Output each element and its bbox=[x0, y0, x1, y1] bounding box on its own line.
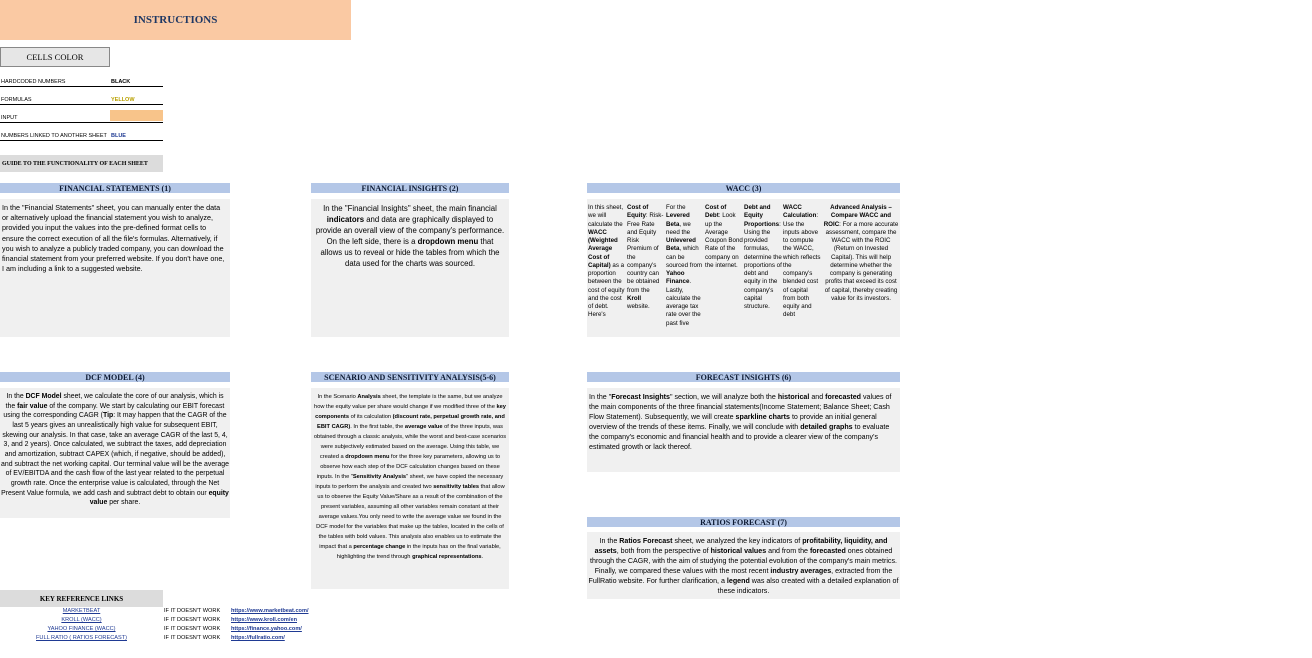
wacc-column-advanced: Advanced Analysis – Compare WACC and ROIC: For a more accurate assessment, compare the WACC with the ROIC (Return on Invested Capital). This will help determine whether the company is generating profits that exceed its cost of capital, thereby creating value for its investors. bbox=[823, 204, 899, 302]
wacc-column: For the Levered Beta, we need the Unlevered Beta, which can be sourced from Yahoo Finance. Lastly, calculate the average tax rate over the past five bbox=[666, 204, 703, 327]
fallback-note: IF IT DOESN'T WORK bbox=[164, 608, 221, 614]
wacc-column: WACC Calculation: Use the inputs above to compute the WACC, which reflects the company's blended cost of capital from both equity and debt bbox=[783, 204, 821, 319]
legend-row-linked bbox=[0, 128, 163, 141]
section-body-financial-insights bbox=[311, 199, 509, 337]
financial-statements-text: In the "Financial Statements" sheet, you can manually enter the data or alternatively upload the financial statement you wish to analyze, provided you input the values into the pre-defined format cells to ensure the correct execution of all the file's formulas. Alternatively, if you wish to analyze a publicly traded company, you can download the financial statement from your preferred website. If you don't have one, I am including a link to a suggested website. bbox=[2, 203, 225, 274]
marketbeat-url-link[interactable]: https://www.marketbeat.com/ bbox=[231, 608, 309, 614]
link-row-marketbeat bbox=[0, 608, 330, 617]
yahoo-finance-url-link[interactable]: https://finance.yahoo.com/ bbox=[231, 626, 302, 632]
legend-label: HARDCODED NUMBERS bbox=[1, 79, 66, 85]
yahoo-finance-link[interactable]: YAHOO FINANCE (WACC) bbox=[47, 626, 116, 632]
wacc-column: In this sheet, we will calculate the WACC (Weighted Average Cost of Capital) as a proportion between the cost of equity and the cost of debt. Here's bbox=[588, 204, 625, 319]
section-body-dcf-model: In the DCF Model sheet, we calculate the core of our analysis, which is the fair value of the company. We start by calculating our EBIT forecast using the corresponding CAGR (Tip: It may happen that the CAGR of the last 5 years gives an unrealistically high value for subsequent EBIT, skewing our analysis. In that case, take an average CAGR of the last 5, 4, 3, and 2 years). Once calculated, we subtract the taxes, add depreciation and amortization, subtract CAPEX (which, if negative, should be added), and subtract the net working capital. Our terminal value will be the average of EV/EBITDA and the cash flow of the last year related to the perpetual growth rate. Once the enterprise value is calculated, through the Net Present Value formula, we add cash and subtract debt to obtain our equity value per share. bbox=[0, 388, 230, 518]
section-body-ratios-forecast: In the Ratios Forecast sheet, we analyzed the key indicators of profitability, liquidity, and assets, both from the perspective of historical values and from the forecasted ones obtained through the CAGR, with the aim of studying the potential evolution of the company's main metrics. Finally, we compared these values with the most recent industry averages, extracted from the FullRatio website. For further clarification, a legend was also created with a detailed explanation of these indicators. bbox=[587, 532, 900, 599]
section-title-financial-insights: FINANCIAL INSIGHTS (2) bbox=[311, 183, 509, 193]
financial-insights-bold-1: indicators bbox=[326, 215, 365, 225]
section-title-ratios-forecast: RATIOS FORECAST (7) bbox=[587, 517, 900, 527]
section-title-financial-statements: FINANCIAL STATEMENTS (1) bbox=[0, 183, 230, 193]
link-row-kroll bbox=[0, 617, 330, 626]
legend-label: NUMBERS LINKED TO ANOTHER SHEET bbox=[1, 133, 107, 139]
financial-insights-text-1: In the "Financial Insights" sheet, the main financial bbox=[323, 204, 497, 213]
section-title-scenario-sensitivity: SCENARIO AND SENSITIVITY ANALYSIS(5-6) bbox=[311, 372, 509, 382]
section-body-scenario-sensitivity: In the Scenario Analysis sheet, the template is the same, but we analyze how the equity value per share would change if we modified three of the key components of its calculation (discount rate, perpetual growth rate, and EBIT CAGR). In the first table, the average value of the three inputs, was obtained through a classic analysis, while the worst and best-case scenarios were subjectively estimated based on the average. Using this table, we created a dropdown menu for the three key parameters, allowing us to observe how each step of the DCF calculation changes based on these inputs. In the "Sensitivity Analysis" sheet, we have copied the necessary inputs to perform the analysis and created two sensitivity tables that allow us to observe the Equity Value/Share as a result of the combination of the present variables, assuming all other variables remain constant at their average values.You only need to write the average value we found in the DCF model for the variables that make up the tables, located in the cells of the tables with bold values. This analysis also enables us to estimate the impact that a percentage change in the inputs has on the final variable, highlighting the trend through graphical representations. bbox=[311, 388, 509, 589]
legend-value: BLACK bbox=[111, 79, 131, 85]
input-color-swatch bbox=[110, 110, 163, 121]
kroll-url-link[interactable]: https://www.kroll.com/en bbox=[231, 617, 297, 623]
section-body-financial-statements bbox=[0, 199, 230, 337]
kroll-link[interactable]: KROLL (WACC) bbox=[61, 617, 102, 623]
wacc-column: Cost of Debt: Look up the Average Coupon Bond Rate of the company on the internet. bbox=[705, 204, 743, 269]
legend-label: INPUT bbox=[1, 115, 18, 121]
page-title: INSTRUCTIONS bbox=[0, 0, 351, 40]
financial-insights-text-3: that allows us to reveal or hide the tables from which the data used for the charts was sourced. bbox=[320, 237, 500, 269]
cells-color-heading: CELLS COLOR bbox=[0, 47, 110, 67]
link-row-yahoo bbox=[0, 626, 330, 635]
financial-insights-text-2: and data are graphically displayed to provide an overall view of the company's performance. On the left side, there is a bbox=[315, 215, 505, 247]
guide-heading: GUIDE TO THE FUNCTIONALITY OF EACH SHEET bbox=[0, 155, 163, 172]
key-links-heading: KEY REFERENCE LINKS bbox=[0, 590, 163, 607]
section-body-wacc bbox=[587, 199, 900, 337]
fallback-note: IF IT DOESN'T WORK bbox=[164, 635, 221, 641]
section-title-dcf-model: DCF MODEL (4) bbox=[0, 372, 230, 382]
full-ratio-link[interactable]: FULL RATIO ( RATIOS FORECAST) bbox=[36, 635, 127, 641]
legend-row-formulas bbox=[0, 92, 163, 105]
legend-label: FORMULAS bbox=[1, 97, 32, 103]
financial-insights-bold-2: dropdown menu bbox=[417, 237, 479, 247]
legend-row-input bbox=[0, 110, 163, 123]
legend-value: YELLOW bbox=[111, 97, 135, 103]
legend-value: BLUE bbox=[111, 133, 126, 139]
section-body-forecast-insights: In the "Forecast Insights" section, we will analyze both the historical and forecasted values of the main components of the three financial statements(Income Statement; Balance Sheet; Cash Flow Statement). Subsequently, we will create sparkline charts to provide an initial general overview of the trends of these items. Finally, we will conclude with detailed graphs to evaluate the company's economic and financial health and to provide a clearer view of the company's estimated growth or lack thereof. bbox=[587, 388, 900, 472]
fallback-note: IF IT DOESN'T WORK bbox=[164, 617, 221, 623]
wacc-column: Debt and Equity Proportions: Using the provided formulas, determine the proportions of debt and equity in the company's capital structure. bbox=[744, 204, 782, 310]
link-row-fullratio bbox=[0, 635, 330, 644]
fallback-note: IF IT DOESN'T WORK bbox=[164, 626, 221, 632]
section-title-wacc: WACC (3) bbox=[587, 183, 900, 193]
full-ratio-url-link[interactable]: https://fullratio.com/ bbox=[231, 635, 285, 641]
wacc-column: Cost of Equity: Risk-Free Rate and Equity Risk Premium of the company's country can be obtained from the Kroll website. bbox=[627, 204, 664, 310]
section-title-forecast-insights: FORECAST INSIGHTS (6) bbox=[587, 372, 900, 382]
legend-row-hardcoded bbox=[0, 74, 163, 87]
marketbeat-link[interactable]: MARKETBEAT bbox=[62, 608, 101, 614]
